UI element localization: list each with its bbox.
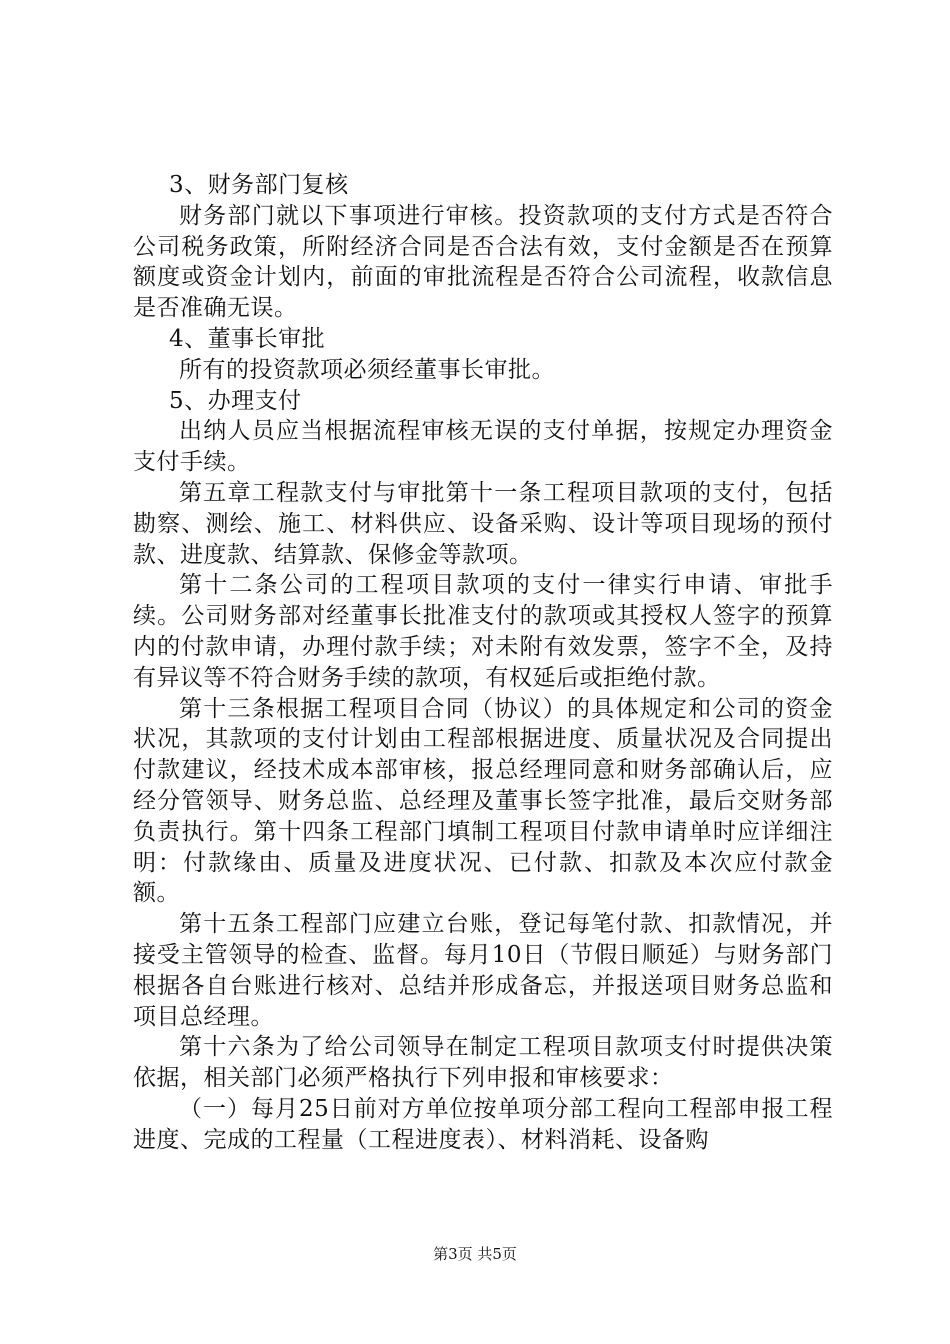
- paragraph-finance-review: 财务部门就以下事项进行审核。投资款项的支付方式是否符合公司税务政策，所附经济合同是否合法有效，支付金额是否在预算额度或资金计划内，前面的审批流程是否符合公司流程，收款信息是否准确无误。: [133, 202, 833, 322]
- section-heading-finance-review: 3、财务部门复核: [169, 172, 349, 198]
- paragraph-item-1: （一）每月25日前对方单位按单项分部工程向工程部申报工程进度、完成的工程量（工程进度表）、材料消耗、设备购: [133, 1095, 833, 1153]
- section-heading-chairman-approval: 4、董事长审批: [169, 325, 326, 352]
- paragraph-article-13-14: 第十三条根据工程项目合同（协议）的具体规定和公司的资金状况，其款项的支付计划由工程部根据进度、质量状况及合同提出付款建议，经技术成本部审核，报总经理同意和财务部确认后，应经分管领导、财务总监、总经理及董事长签字批准，最后交财务部负责执行。第十四条工程部门填制工程项目付款申请单时应详细注明：付款缘由、质量及进度状况、已付款、扣款及本次应付款金额。: [133, 695, 833, 907]
- paragraph-payment: 出纳人员应当根据流程审核无误的支付单据，按规定办理资金支付手续。: [133, 418, 833, 476]
- paragraph-article-15: 第十五条工程部门应建立台账，登记每笔付款、扣款情况，并接受主管领导的检查、监督。每月10日（节假日顺延）与财务部门根据各自台账进行核对、总结并形成备忘，并报送项目财务总监和项目总经理。: [133, 911, 833, 1030]
- page-footer: [0, 1244, 950, 1264]
- page-number: 第3页 共5页: [433, 1245, 517, 1263]
- paragraph-chapter-5-article-11: 第五章工程款支付与审批第十一条工程项目款项的支付，包括勘察、测绘、施工、材料供应、设备采购、设计等项目现场的预付款、进度款、结算款、保修金等款项。: [133, 479, 833, 568]
- paragraph-article-12: 第十二条公司的工程项目款项的支付一律实行申请、审批手续。公司财务部对经董事长批准支付的款项或其授权人签字的预算内的付款申请，办理付款手续；对未附有效发票，签字不全，及持有异议等不符合财务手续的款项，有权延后或拒绝付款。: [133, 572, 833, 691]
- paragraph-article-16: 第十六条为了给公司领导在制定工程项目款项支付时提供决策依据，相关部门必须严格执行下列申报和审核要求：: [133, 1034, 833, 1092]
- body-text: [133, 170, 833, 1156]
- section-heading-payment: 5、办理支付: [169, 387, 302, 414]
- paragraph-chairman-approval: 所有的投资款项必须经董事长审批。: [179, 356, 555, 383]
